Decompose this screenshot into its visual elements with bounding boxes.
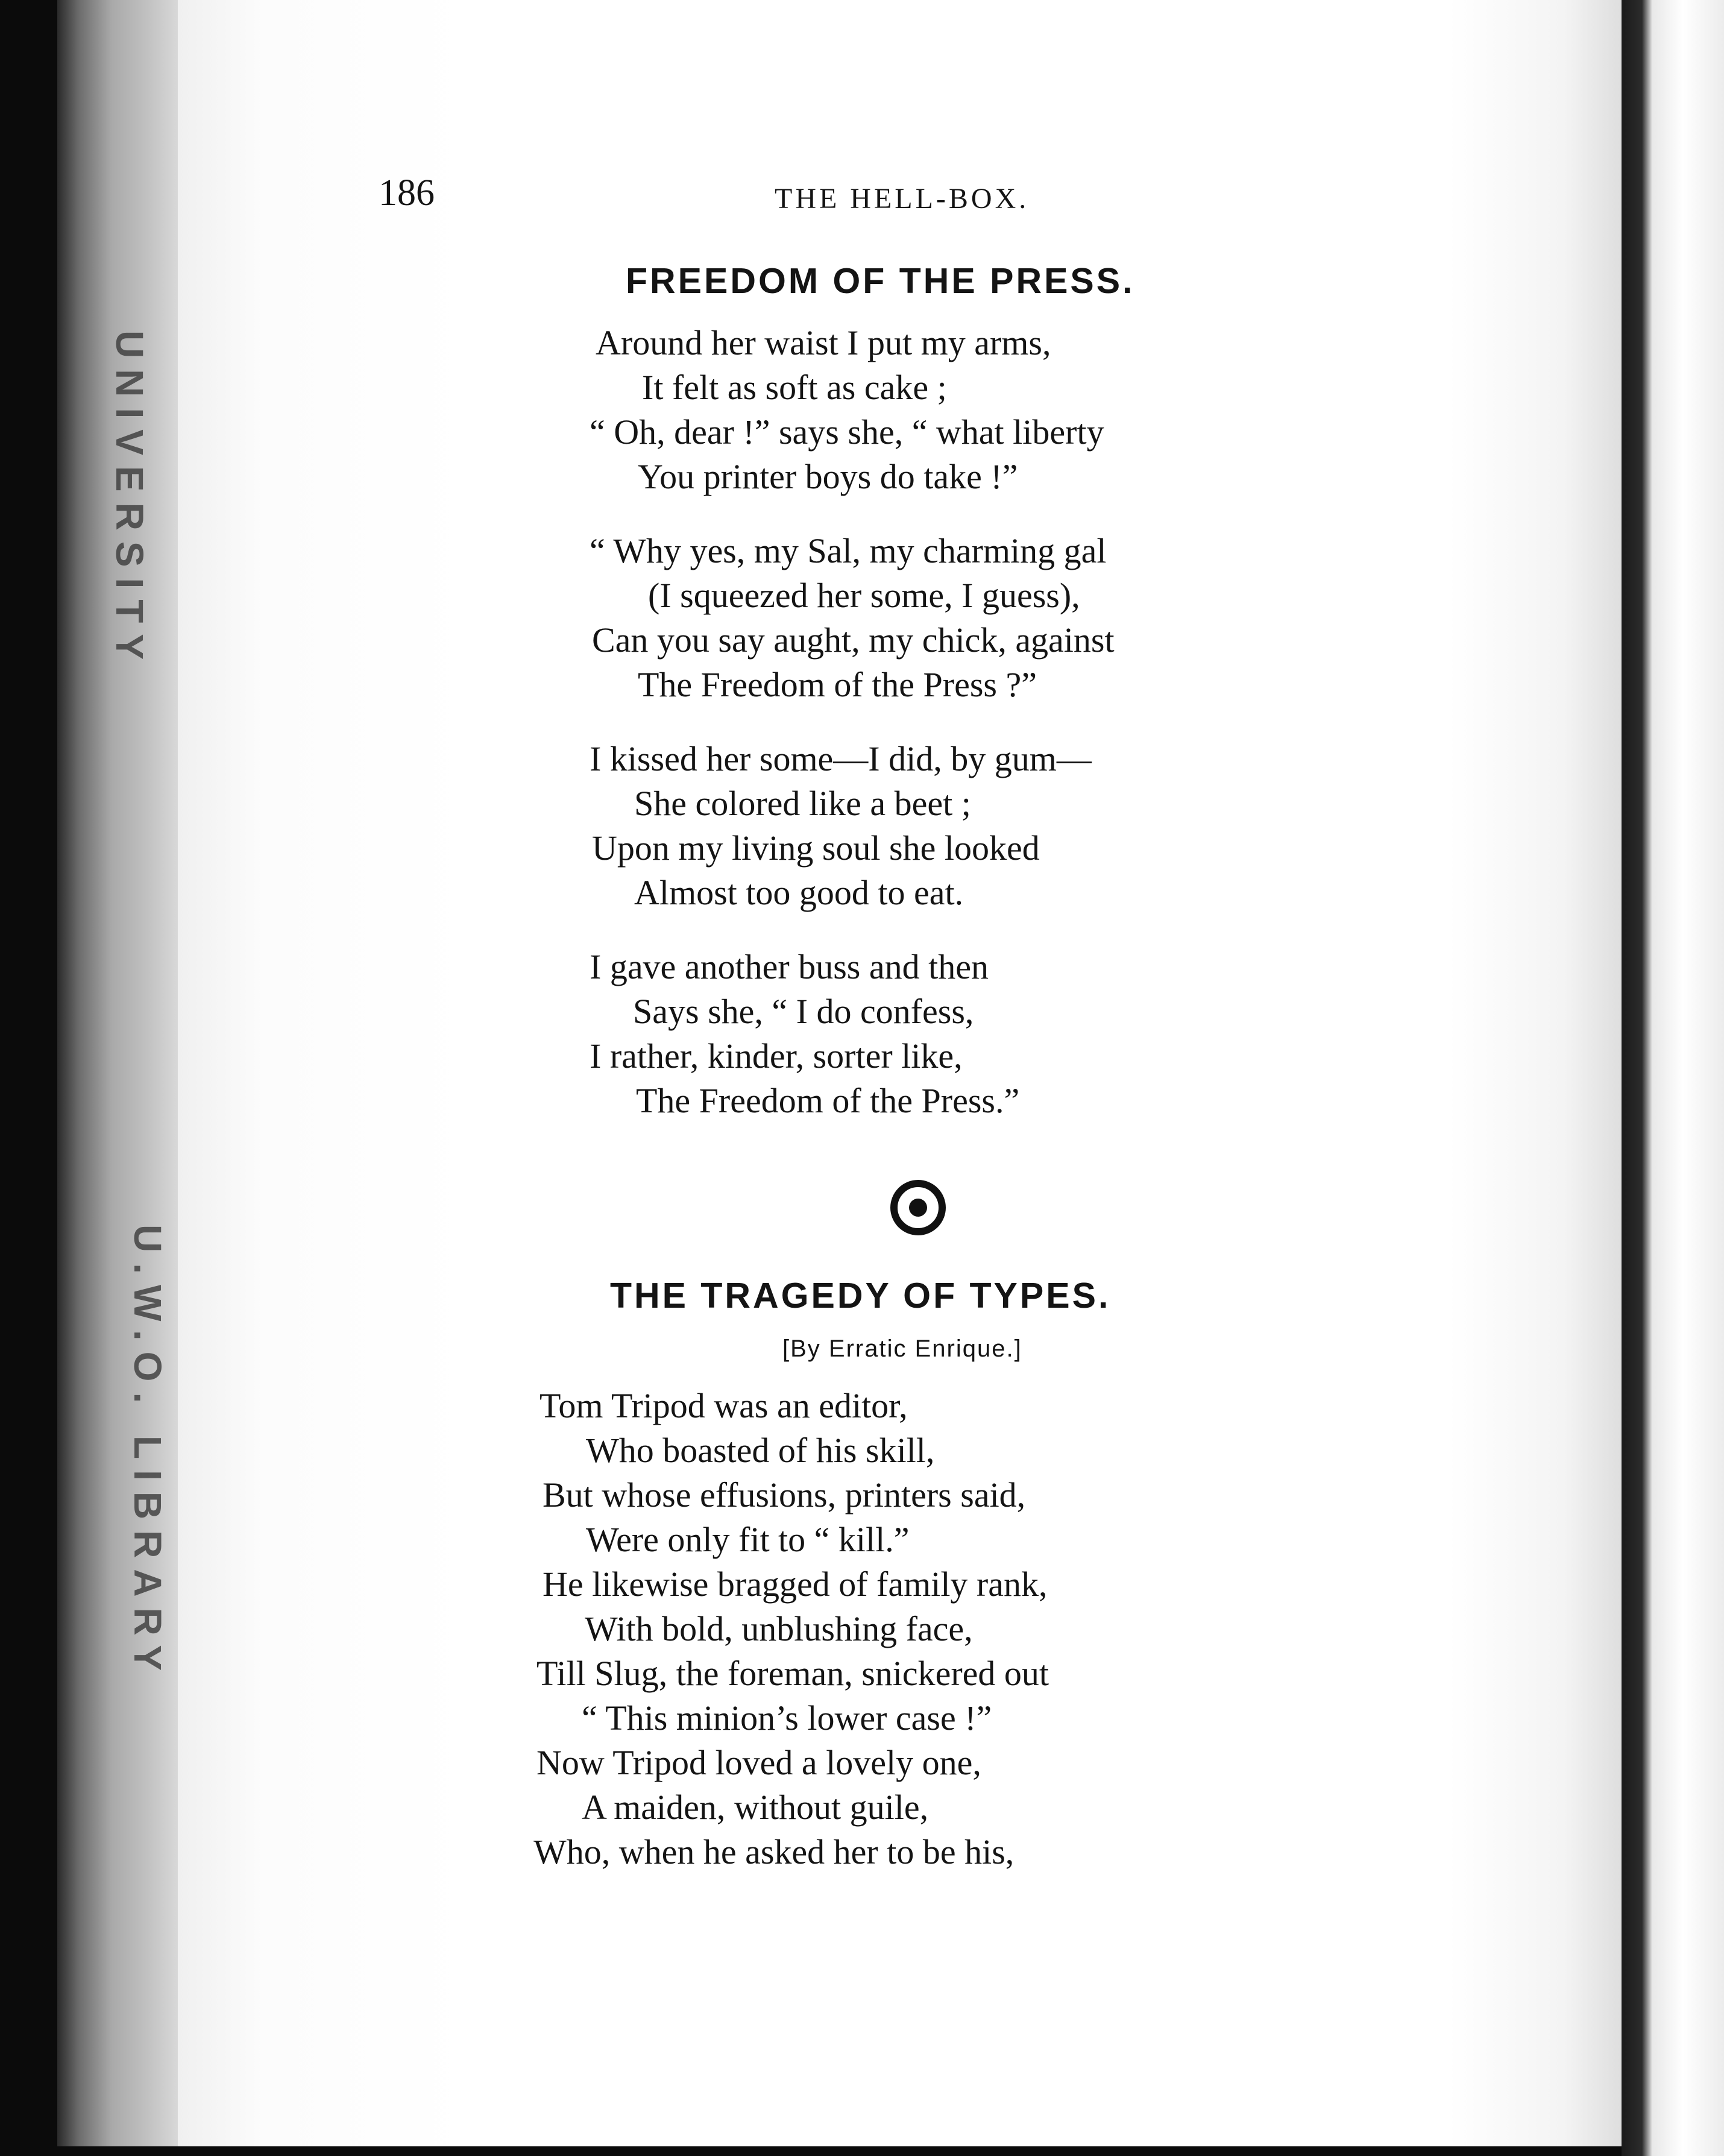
page-number: 186 [379,172,435,213]
poem-line: (I squeezed her some, I guess), [648,576,1080,615]
poem-line: It felt as soft as cake ; [642,368,947,407]
poem-line: Around her waist I put my arms, [596,323,1051,362]
running-title: THE HELL-BOX. [775,183,1030,215]
poem-line: Were only fit to “ kill.” [586,1520,910,1559]
poem-line: You printer boys do take !” [638,457,1018,496]
poem-line: Almost too good to eat. [634,873,964,912]
poem-line: The Freedom of the Press.” [636,1081,1020,1120]
poem-line: I rather, kinder, sorter like, [590,1036,963,1076]
poem-line: Upon my living soul she looked [592,828,1040,868]
poem-line: Tom Tripod was an editor, [540,1386,908,1425]
poem-line: But whose effusions, printers said, [543,1475,1026,1515]
library-stamp-bottom: U.W.O. LIBRARY [126,1224,169,1682]
poem-title-tragedy-of-types: THE TRAGEDY OF TYPES. [610,1276,1111,1316]
next-page-edge [1622,0,1724,2156]
poem-line: “ This minion’s lower case !” [582,1698,992,1738]
poem-line: “ Oh, dear !” says she, “ what liberty [590,412,1104,452]
poem-line: I kissed her some—I did, by gum— [590,739,1092,778]
poem-line: Says she, “ I do confess, [633,992,974,1031]
poem-line: Till Slug, the foreman, snickered out [536,1654,1049,1693]
poem-line: The Freedom of the Press ?” [638,665,1037,704]
poem-line: Who, when he asked her to be his, [533,1832,1015,1871]
poem-line: Can you say aught, my chick, against [592,620,1115,660]
poem-line: She colored like a beet ; [634,784,971,823]
library-stamp-top: UNIVERSITY [108,330,151,671]
poem-line: He likewise bragged of family rank, [543,1565,1048,1604]
poem-line: A maiden, without guile, [582,1788,929,1827]
poem-line: With bold, unblushing face, [585,1609,973,1648]
poem-byline: [By Erratic Enrique.] [782,1335,1022,1362]
poem-title-freedom-of-the-press: FREEDOM OF THE PRESS. [626,261,1135,301]
poem-line: Now Tripod loved a lovely one, [536,1743,981,1782]
poem-line: “ Why yes, my Sal, my charming gal [590,531,1107,570]
poem-line: I gave another buss and then [590,947,989,986]
poem-line: Who boasted of his skill, [586,1431,935,1470]
bullseye-ornament-icon [889,1179,947,1237]
